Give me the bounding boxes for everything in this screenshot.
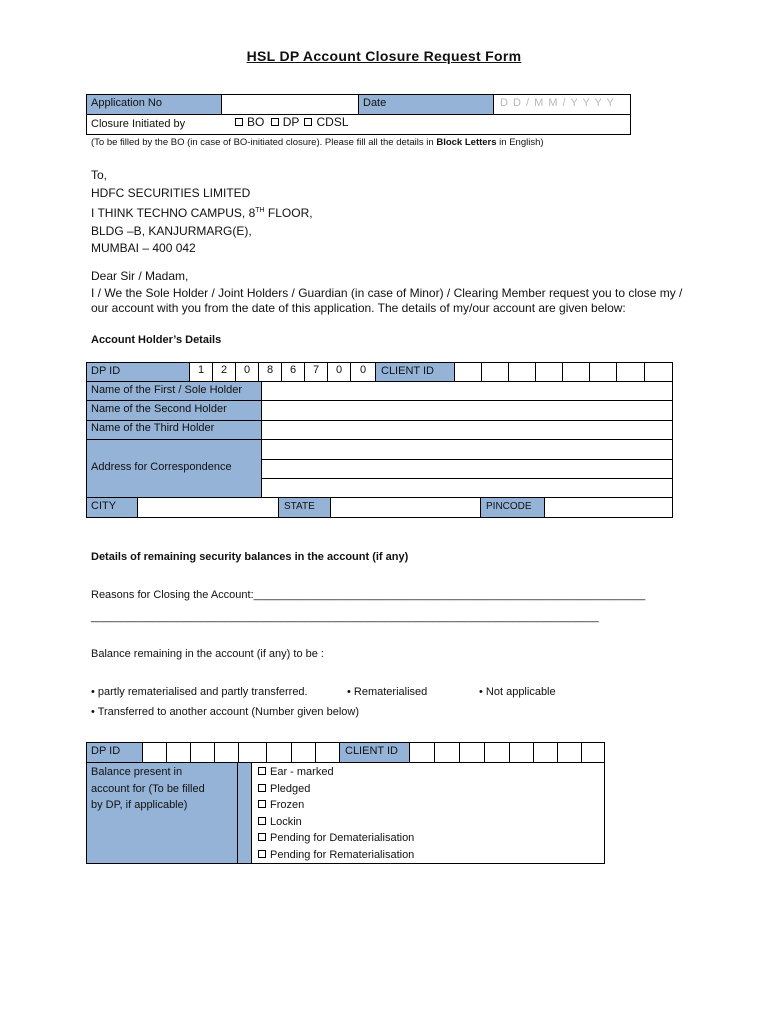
address-field-3[interactable] xyxy=(261,478,673,498)
dp-id-digit: 0 xyxy=(359,364,367,376)
checkbox-icon[interactable] xyxy=(235,118,243,126)
address-field-1[interactable] xyxy=(261,439,673,460)
dp-id-digit: 8 xyxy=(266,364,274,376)
address-label: Address for Correspondence xyxy=(91,461,232,473)
first-holder-field[interactable] xyxy=(261,381,673,401)
bottom-dp-id-field[interactable] xyxy=(142,742,340,763)
date-field[interactable] xyxy=(493,94,631,115)
city-field[interactable] xyxy=(137,497,279,518)
checkbox-icon[interactable] xyxy=(271,118,279,126)
reasons-label: Reasons for Closing the Account: xyxy=(91,589,254,601)
closure-option-bo[interactable]: BO xyxy=(235,115,264,129)
balance-remaining-label: Balance remaining in the account (if any) to be : xyxy=(91,648,324,660)
dp-id-digit: 2 xyxy=(220,364,228,376)
city-label-cell xyxy=(86,497,138,518)
status-pending-remat[interactable]: Pending for Rematerialisation xyxy=(258,847,414,864)
checkbox-icon[interactable] xyxy=(304,118,312,126)
address-line3: BLDG –B, KANJURMARG(E), xyxy=(91,223,252,238)
city-label: CITY xyxy=(91,500,117,512)
pincode-field[interactable] xyxy=(544,497,673,518)
checkbox-icon[interactable] xyxy=(258,784,266,792)
second-holder-field[interactable] xyxy=(261,400,673,421)
status-frozen[interactable]: Frozen xyxy=(258,797,414,814)
date-label: Date xyxy=(363,97,387,109)
bottom-client-id-label: CLIENT ID xyxy=(345,745,398,757)
dp-id-label-cell xyxy=(86,362,190,382)
salutation: Dear Sir / Madam, xyxy=(91,269,189,283)
closure-initiated-label: Closure Initiated by xyxy=(91,118,186,130)
request-text: I / We the Sole Holder / Joint Holders / Guardian (in case of Minor) / Clearing Member request you to close my / our account with you from the date of this application. The details of my/our account are given below: xyxy=(91,286,683,315)
bottom-client-id-label-cell xyxy=(339,742,410,763)
closure-option-cdsl[interactable]: CDSL xyxy=(304,115,348,129)
option-partly[interactable]: • partly rematerialised and partly transferred. xyxy=(91,686,308,698)
address-field-2[interactable] xyxy=(261,459,673,479)
bottom-dp-id-label: DP ID xyxy=(91,745,121,757)
balance-present-label: Balance present in account for (To be filled by DP, if applicable) xyxy=(91,766,205,811)
reasons-line[interactable] xyxy=(91,589,645,601)
pincode-label: PINCODE xyxy=(486,501,532,512)
closure-options xyxy=(235,115,349,129)
dp-id-digit: 0 xyxy=(335,364,343,376)
address-block xyxy=(91,167,313,258)
dp-id-label: DP ID xyxy=(91,365,121,377)
address-line1: HDFC SECURITIES LIMITED xyxy=(91,185,251,200)
option-transferred[interactable]: • Transferred to another account (Number given below) xyxy=(91,706,359,718)
reasons-underline: ________________________________________________________________ xyxy=(253,589,646,601)
third-holder-field[interactable] xyxy=(261,420,673,440)
client-id-label-cell xyxy=(375,362,455,382)
third-holder-label: Name of the Third Holder xyxy=(91,422,215,434)
second-holder-label: Name of the Second Holder xyxy=(91,403,227,415)
state-label: STATE xyxy=(284,501,315,512)
option-rematerialised[interactable]: • Rematerialised xyxy=(347,686,428,698)
client-id-label: CLIENT ID xyxy=(381,365,434,377)
pincode-label-cell xyxy=(480,497,545,518)
checkbox-icon[interactable] xyxy=(258,767,266,775)
account-holder-heading: Account Holder’s Details xyxy=(91,334,222,346)
address-line2: I THINK TECHNO CAMPUS, 8TH FLOOR, xyxy=(91,206,313,220)
status-pending-demat[interactable]: Pending for Dematerialisation xyxy=(258,830,414,847)
checkbox-icon[interactable] xyxy=(258,800,266,808)
dp-id-digit: 0 xyxy=(243,364,251,376)
option-not-applicable[interactable]: • Not applicable xyxy=(479,686,556,698)
closure-option-dp[interactable]: DP xyxy=(271,115,299,129)
dp-id-digit: 1 xyxy=(197,364,205,376)
date-label-cell xyxy=(358,94,494,115)
balances-heading: Details of remaining security balances in the account (if any) xyxy=(91,551,409,563)
balance-status-list xyxy=(258,764,414,864)
checkbox-icon[interactable] xyxy=(258,833,266,841)
reasons-second-line[interactable]: ___________________________________________________________________________________ xyxy=(91,611,599,623)
address-line4: MUMBAI – 400 042 xyxy=(91,241,196,255)
instruction-note: (To be filled by the BO (in case of BO-initiated closure). Please fill all the details in Block Letters in English) xyxy=(91,137,544,148)
address-to: To, xyxy=(91,168,108,182)
status-ear-marked[interactable]: Ear - marked xyxy=(258,764,414,781)
first-holder-label: Name of the First / Sole Holder xyxy=(91,384,243,396)
checkbox-icon[interactable] xyxy=(258,817,266,825)
dp-id-digit: 7 xyxy=(312,364,320,376)
state-label-cell xyxy=(278,497,331,518)
application-no-label-cell xyxy=(86,94,222,115)
bottom-client-id-field[interactable] xyxy=(409,742,605,763)
closure-initiated-row xyxy=(86,114,631,135)
form-title: HSL DP Account Closure Request Form xyxy=(246,48,522,64)
checkbox-icon[interactable] xyxy=(258,850,266,858)
client-id-field[interactable] xyxy=(454,362,673,382)
application-no-label: Application No xyxy=(91,97,162,109)
status-pledged[interactable]: Pledged xyxy=(258,781,414,798)
dp-id-digit: 6 xyxy=(289,364,297,376)
state-field[interactable] xyxy=(330,497,481,518)
bottom-dp-id-label-cell xyxy=(86,742,143,763)
status-lockin[interactable]: Lockin xyxy=(258,814,414,831)
application-no-field[interactable] xyxy=(221,94,359,115)
date-placeholder: D D / M M / Y Y Y Y xyxy=(500,97,615,109)
